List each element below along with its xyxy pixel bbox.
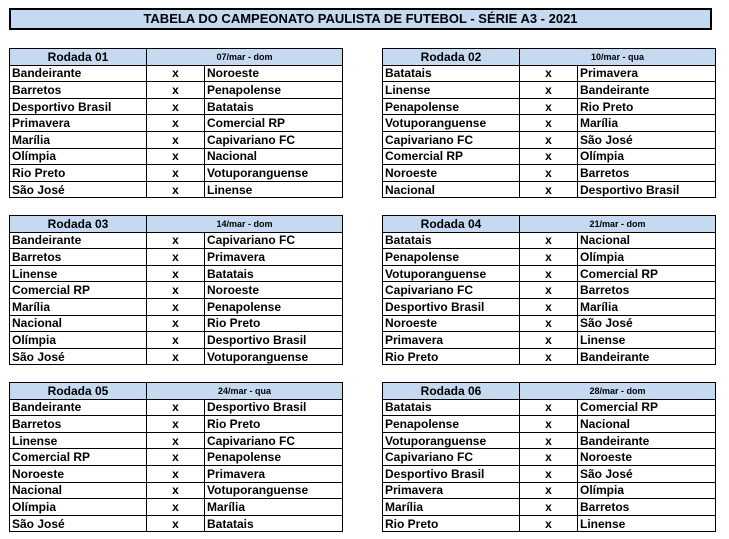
home-team: Capivariano FC [383,449,520,466]
round-name: Rodada 04 [383,216,520,233]
match-row [10,131,343,148]
match-row [383,298,716,315]
versus-mark: x [520,399,578,416]
match-row [383,449,716,466]
versus-mark: x [520,131,578,148]
match-row [10,465,343,482]
versus-mark: x [520,515,578,532]
match-row [383,82,716,99]
away-team: Batatais [205,265,343,282]
versus-mark: x [520,249,578,266]
match-row [10,348,343,365]
versus-mark: x [520,165,578,182]
versus-mark: x [147,249,205,266]
round-name: Rodada 01 [10,49,147,66]
match-row [10,499,343,516]
home-team: Penapolense [383,249,520,266]
versus-mark: x [520,65,578,82]
home-team: Comercial RP [383,148,520,165]
match-row [10,265,343,282]
away-team: Rio Preto [205,416,343,433]
round-name: Rodada 06 [383,383,520,400]
match-row [10,165,343,182]
away-team: Capivariano FC [205,131,343,148]
away-team: Comercial RP [578,265,716,282]
match-row [10,332,343,349]
home-team: Bandeirante [10,65,147,82]
home-team: Rio Preto [383,348,520,365]
away-team: Batatais [205,98,343,115]
match-row [10,298,343,315]
away-team: Rio Preto [578,98,716,115]
match-row [383,499,716,516]
versus-mark: x [520,416,578,433]
away-team: Nacional [578,416,716,433]
versus-mark: x [520,282,578,299]
home-team: Olímpia [10,332,147,349]
versus-mark: x [520,432,578,449]
away-team: Batatais [205,515,343,532]
away-team: Votuporanguense [205,165,343,182]
round-header-row [383,216,716,233]
home-team: Barretos [10,416,147,433]
home-team: Rio Preto [383,515,520,532]
away-team: São José [578,465,716,482]
round-date: 07/mar - dom [147,49,343,66]
versus-mark: x [520,465,578,482]
versus-mark: x [520,348,578,365]
away-team: Desportivo Brasil [578,181,716,198]
match-row [383,465,716,482]
home-team: Capivariano FC [383,282,520,299]
home-team: Desportivo Brasil [383,298,520,315]
versus-mark: x [147,482,205,499]
versus-mark: x [147,181,205,198]
home-team: São José [10,348,147,365]
match-row [383,165,716,182]
round-table [9,382,343,532]
away-team: Olímpia [578,482,716,499]
versus-mark: x [520,265,578,282]
away-team: Barretos [578,499,716,516]
home-team: Marília [383,499,520,516]
round-table [9,48,343,198]
match-row [383,482,716,499]
round-date: 28/mar - dom [520,383,716,400]
versus-mark: x [520,181,578,198]
match-row [383,282,716,299]
round-header-row [10,216,343,233]
versus-mark: x [520,298,578,315]
round-date: 21/mar - dom [520,216,716,233]
away-team: Comercial RP [578,399,716,416]
match-row [383,232,716,249]
home-team: Nacional [10,315,147,332]
away-team: Nacional [578,232,716,249]
home-team: Marília [10,131,147,148]
away-team: Bandeirante [578,82,716,99]
versus-mark: x [520,115,578,132]
home-team: Primavera [383,482,520,499]
versus-mark: x [520,499,578,516]
away-team: São José [578,131,716,148]
home-team: Bandeirante [10,399,147,416]
round-name: Rodada 02 [383,49,520,66]
round-table [9,215,343,365]
versus-mark: x [147,399,205,416]
match-row [10,282,343,299]
home-team: Comercial RP [10,449,147,466]
home-team: Rio Preto [10,165,147,182]
home-team: Batatais [383,65,520,82]
versus-mark: x [147,416,205,433]
match-row [10,449,343,466]
away-team: Comercial RP [205,115,343,132]
home-team: Comercial RP [10,282,147,299]
home-team: Noroeste [383,315,520,332]
home-team: Bandeirante [10,232,147,249]
away-team: Capivariano FC [205,232,343,249]
home-team: Olímpia [10,148,147,165]
home-team: Olímpia [10,499,147,516]
versus-mark: x [147,282,205,299]
round-table [382,382,716,532]
home-team: Primavera [383,332,520,349]
versus-mark: x [147,515,205,532]
home-team: Desportivo Brasil [10,98,147,115]
away-team: Desportivo Brasil [205,332,343,349]
versus-mark: x [147,98,205,115]
round-date: 24/mar - qua [147,383,343,400]
versus-mark: x [147,348,205,365]
away-team: Primavera [205,465,343,482]
away-team: Votuporanguense [205,482,343,499]
match-row [10,115,343,132]
home-team: Votuporanguense [383,265,520,282]
match-row [10,315,343,332]
versus-mark: x [147,449,205,466]
away-team: Primavera [578,65,716,82]
match-row [10,65,343,82]
round-date: 10/mar - qua [520,49,716,66]
versus-mark: x [520,82,578,99]
match-row [383,332,716,349]
away-team: Penapolense [205,449,343,466]
match-row [383,432,716,449]
away-team: Marília [578,115,716,132]
versus-mark: x [147,332,205,349]
home-team: São José [10,181,147,198]
round-name: Rodada 05 [10,383,147,400]
away-team: Marília [205,499,343,516]
round-header-row [383,383,716,400]
versus-mark: x [520,482,578,499]
versus-mark: x [520,148,578,165]
away-team: Linense [205,181,343,198]
match-row [383,98,716,115]
versus-mark: x [147,115,205,132]
match-row [10,148,343,165]
match-row [383,249,716,266]
match-row [10,482,343,499]
match-row [10,416,343,433]
away-team: Capivariano FC [205,432,343,449]
home-team: Votuporanguense [383,432,520,449]
match-row [10,232,343,249]
home-team: Barretos [10,249,147,266]
away-team: Votuporanguense [205,348,343,365]
home-team: Batatais [383,399,520,416]
away-team: Penapolense [205,82,343,99]
versus-mark: x [147,82,205,99]
match-row [10,249,343,266]
away-team: Marília [578,298,716,315]
match-row [383,399,716,416]
versus-mark: x [147,499,205,516]
match-row [383,348,716,365]
round-header-row [383,49,716,66]
round-table [382,215,716,365]
away-team: Penapolense [205,298,343,315]
match-row [10,399,343,416]
versus-mark: x [147,148,205,165]
away-team: Noroeste [205,65,343,82]
versus-mark: x [520,332,578,349]
match-row [383,181,716,198]
home-team: Linense [10,265,147,282]
match-row [10,515,343,532]
home-team: Primavera [10,115,147,132]
home-team: Capivariano FC [383,131,520,148]
match-row [10,82,343,99]
versus-mark: x [520,449,578,466]
home-team: Linense [10,432,147,449]
home-team: Marília [10,298,147,315]
home-team: Desportivo Brasil [383,465,520,482]
home-team: São José [10,515,147,532]
home-team: Linense [383,82,520,99]
away-team: Noroeste [205,282,343,299]
versus-mark: x [147,65,205,82]
match-row [383,265,716,282]
round-header-row [10,383,343,400]
match-row [383,131,716,148]
round-date: 14/mar - dom [147,216,343,233]
away-team: Linense [578,515,716,532]
home-team: Nacional [10,482,147,499]
home-team: Barretos [10,82,147,99]
away-team: São José [578,315,716,332]
home-team: Nacional [383,181,520,198]
home-team: Penapolense [383,416,520,433]
away-team: Bandeirante [578,432,716,449]
away-team: Olímpia [578,148,716,165]
away-team: Desportivo Brasil [205,399,343,416]
versus-mark: x [520,315,578,332]
away-team: Noroeste [578,449,716,466]
away-team: Olímpia [578,249,716,266]
match-row [383,515,716,532]
away-team: Primavera [205,249,343,266]
versus-mark: x [147,265,205,282]
match-row [10,181,343,198]
round-table [382,48,716,198]
versus-mark: x [520,98,578,115]
away-team: Barretos [578,165,716,182]
versus-mark: x [147,165,205,182]
round-header-row [10,49,343,66]
round-name: Rodada 03 [10,216,147,233]
away-team: Barretos [578,282,716,299]
home-team: Penapolense [383,98,520,115]
match-row [10,98,343,115]
away-team: Bandeirante [578,348,716,365]
versus-mark: x [147,465,205,482]
home-team: Batatais [383,232,520,249]
match-row [10,432,343,449]
versus-mark: x [147,131,205,148]
match-row [383,315,716,332]
match-row [383,148,716,165]
match-row [383,115,716,132]
match-row [383,65,716,82]
versus-mark: x [520,232,578,249]
away-team: Nacional [205,148,343,165]
away-team: Rio Preto [205,315,343,332]
match-row [383,416,716,433]
home-team: Noroeste [10,465,147,482]
away-team: Linense [578,332,716,349]
versus-mark: x [147,315,205,332]
versus-mark: x [147,232,205,249]
versus-mark: x [147,432,205,449]
home-team: Noroeste [383,165,520,182]
home-team: Votuporanguense [383,115,520,132]
versus-mark: x [147,298,205,315]
page-title: TABELA DO CAMPEONATO PAULISTA DE FUTEBOL - SÉRIE A3 - 2021 [9,8,712,30]
